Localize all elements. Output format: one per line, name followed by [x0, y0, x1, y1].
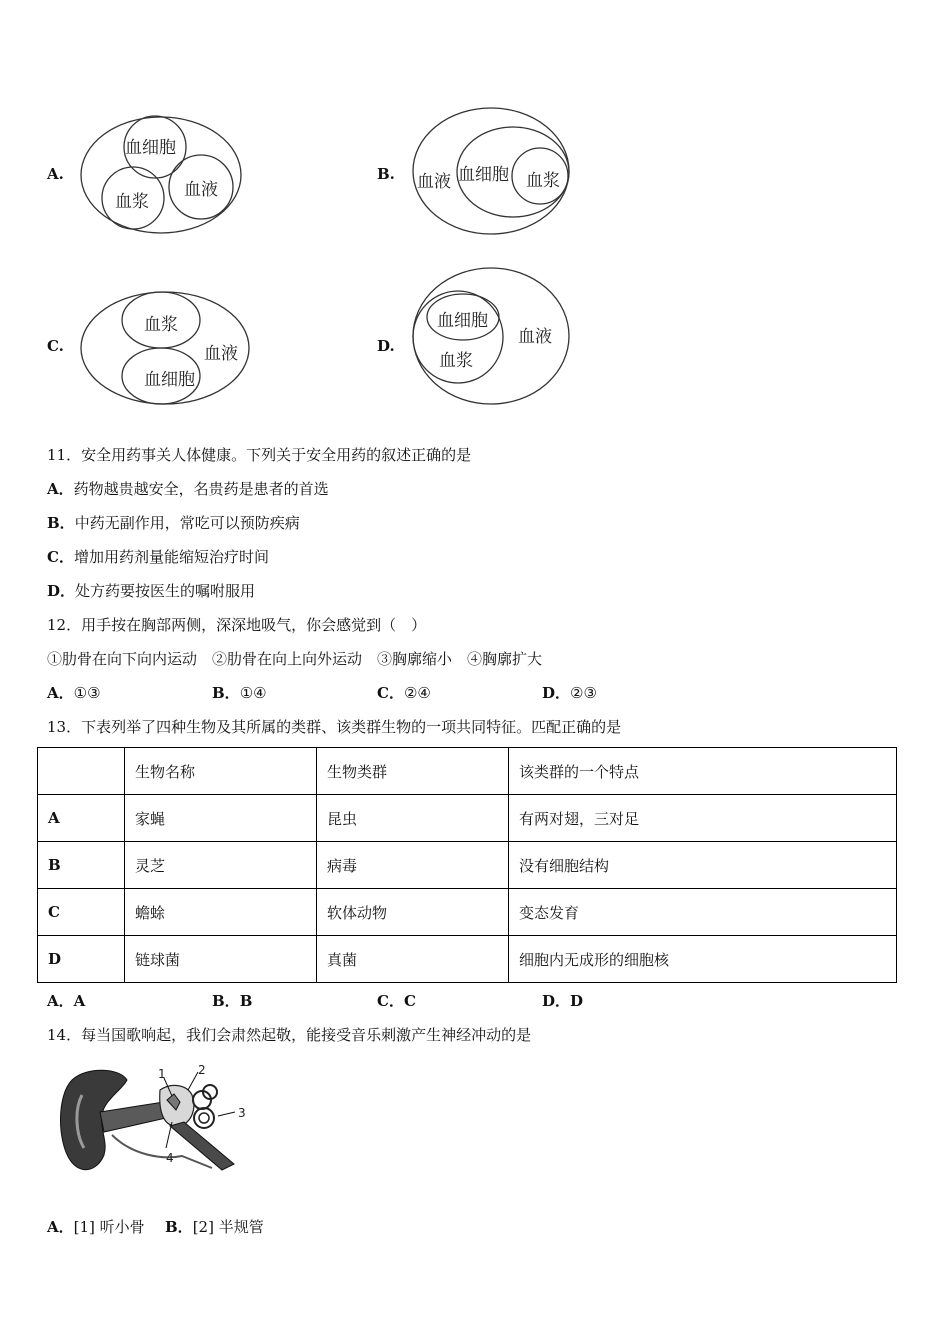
q10-c-text-3: 血细胞 [144, 370, 195, 390]
q10-d-text-3: 血浆 [439, 351, 473, 371]
table-cell: 真菌 [317, 936, 509, 983]
table-cell: 灵芝 [125, 842, 317, 889]
q14-option-b[interactable]: B．[2] 半规管 [165, 1218, 264, 1236]
q10-option-d-label: D. [377, 337, 395, 355]
q12-statements: ①肋骨在向下向内运动 ②肋骨在向上向外运动 ③胸廓缩小 ④胸廓扩大 [47, 650, 543, 668]
q10-b-text-1: 血液 [417, 172, 451, 192]
q11-option-d[interactable]: D．处方药要按医生的嘱咐服用 [47, 582, 256, 600]
q10-a-text-2: 血浆 [115, 192, 149, 212]
table-cell: D [38, 936, 125, 983]
table-header-row [38, 748, 897, 795]
table-cell: 蟾蜍 [125, 889, 317, 936]
table-cell: 细胞内无成形的细胞核 [509, 936, 897, 983]
q12-stem: 12．用手按在胸部两侧，深深地吸气，你会感觉到（ ） [47, 616, 427, 634]
table-cell: A [38, 795, 125, 842]
table-cell: 有两对翅，三对足 [509, 795, 897, 842]
q10-a-text-3: 血液 [184, 180, 218, 200]
table-cell: 该类群的一个特点 [509, 748, 897, 795]
ear-label-1: 1 [158, 1067, 166, 1081]
q10-a-text-1: 血细胞 [125, 138, 176, 158]
q13-option-b[interactable]: B．B [212, 992, 253, 1010]
table-cell: 昆虫 [317, 795, 509, 842]
ear-label-4: 4 [166, 1151, 174, 1165]
ear-label-3: 3 [238, 1106, 246, 1120]
q10-option-b-label: B. [377, 165, 395, 183]
table-cell [38, 748, 125, 795]
q10-option-a-label: A. [47, 165, 64, 183]
q11-option-c[interactable]: C．增加用药剂量能缩短治疗时间 [47, 548, 269, 566]
table-cell: 生物类群 [317, 748, 509, 795]
q14-stem: 14．每当国歌响起，我们会肃然起敬，能接受音乐刺激产生神经冲动的是 [47, 1026, 532, 1044]
q10-option-c-label: C. [47, 337, 64, 355]
ear-label-2: 2 [198, 1063, 206, 1077]
table-cell: 没有细胞结构 [509, 842, 897, 889]
q10-option-b-diagram [408, 104, 578, 238]
table-cell: 生物名称 [125, 748, 317, 795]
q11-option-a[interactable]: A．药物越贵越安全，名贵药是患者的首选 [47, 480, 329, 498]
q10-b-text-2: 血细胞 [458, 165, 509, 185]
q13-table [37, 747, 897, 983]
q12-option-a[interactable]: A．①③ [47, 684, 101, 702]
table-row [38, 889, 897, 936]
q10-option-a-diagram [78, 112, 248, 238]
q12-option-d[interactable]: D．②③ [542, 684, 597, 702]
q10-b-text-3: 血浆 [526, 171, 560, 191]
table-cell: 变态发育 [509, 889, 897, 936]
table-cell: 病毒 [317, 842, 509, 889]
q10-d-text-2: 血液 [518, 327, 552, 347]
q13-stem: 13．下表列举了四种生物及其所属的类群、该类群生物的一项共同特征。匹配正确的是 [47, 718, 622, 736]
q10-c-text-1: 血浆 [144, 315, 178, 335]
q10-option-d-diagram [408, 262, 578, 412]
table-cell: 软体动物 [317, 889, 509, 936]
q10-d-text-1: 血细胞 [437, 311, 488, 331]
q11-stem: 11．安全用药事关人体健康。下列关于安全用药的叙述正确的是 [47, 446, 472, 464]
q12-option-b[interactable]: B．①④ [212, 684, 267, 702]
table-row [38, 795, 897, 842]
table-cell: B [38, 842, 125, 889]
ear-structure-figure [52, 1060, 262, 1180]
q13-option-a[interactable]: A．A [47, 992, 86, 1010]
table-cell: C [38, 889, 125, 936]
q10-option-c-diagram [78, 288, 258, 410]
q10-c-text-2: 血液 [204, 344, 238, 364]
q14-option-a[interactable]: A．[1] 听小骨 [47, 1218, 145, 1236]
table-cell: 链球菌 [125, 936, 317, 983]
q13-option-c[interactable]: C．C [377, 992, 416, 1010]
q13-option-d[interactable]: D．D [542, 992, 584, 1010]
q12-option-c[interactable]: C．②④ [377, 684, 431, 702]
table-row [38, 842, 897, 889]
q11-option-b[interactable]: B．中药无副作用，常吃可以预防疾病 [47, 514, 300, 532]
table-cell: 家蝇 [125, 795, 317, 842]
table-row [38, 936, 897, 983]
